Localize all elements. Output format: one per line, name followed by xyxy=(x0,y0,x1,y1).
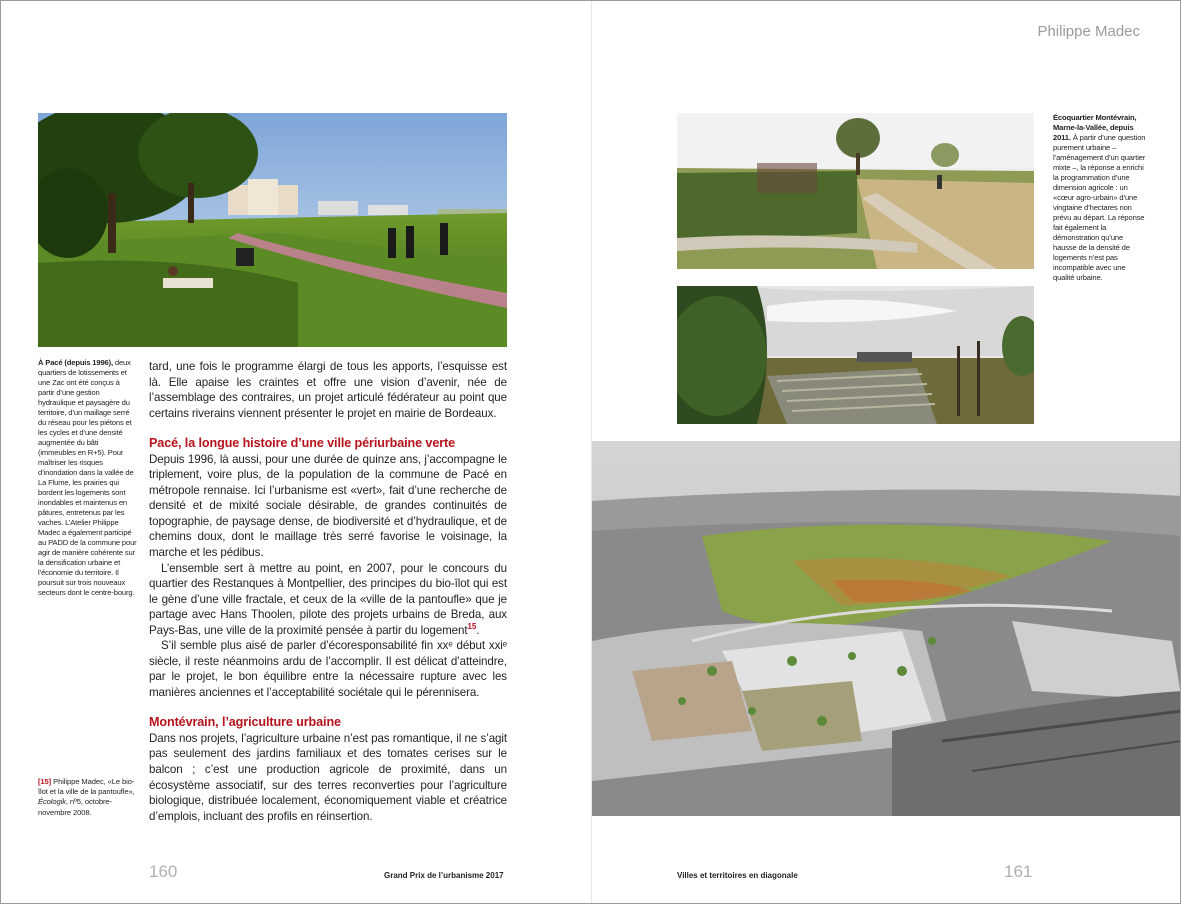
paragraph-restanques-end: . xyxy=(476,623,480,637)
caption-pace-title: À Pacé (depuis 1996), xyxy=(38,358,113,367)
publication-title-left: Grand Prix de l’urbanisme 2017 xyxy=(384,871,504,880)
caption-pace xyxy=(38,358,138,598)
footnote-15 xyxy=(38,777,138,818)
paragraph-ecoresponsabilite: S’il semble plus aisé de parler d’écoresponsabilité fin xxᵉ début xxiᵉ siècle, il reste néanmoins ardu de l’accomplir. Il est délicat d’atteindre, par le projet, le bon équilibre entre la nécessaire rupture avec les manières anciennes et l’acceptabilité sociétale qui le pérennisera. xyxy=(149,639,507,699)
caption-pace-text: deux quartiers de lotissements et une Zac ont été conçus à partir d’une gestion hydraulique et paysagère du territoire, d’un maillage serré du réseau pour les piétons et les cycles et d’une densité augmentée du bâti (immeubles en R+5). Pour maîtriser les risques d’inondation dans la vallée de La Flume, les prairies qui bordent les logements sont inondables et maintenus en pâtures, entretenus par les vaches. L’Atelier Philippe Madec a également participé au PADD de la commune pour agir de manière cohérente sur la densification urbaine et l’économie du territoire. Il poursuit sur trois nouveaux secteurs dont le centre-bourg. xyxy=(38,358,137,597)
footnote-marker[interactable]: 15 xyxy=(467,621,477,631)
article-body xyxy=(149,359,507,824)
paragraph-agriculture: Dans nos projets, l’agriculture urbaine n’est pas romantique, il ne s’agit pas seulement des jardins familiaux et des tomates cerises sur le balcon ; c’est une production agricole de proximité, dans un écosystème associatif, sur des terres reconverties pour l’agriculture biologique, distribuée localement, économiquement viable et créatrice d’emplois, incluant des profils en réinsertion. xyxy=(149,731,507,823)
paragraph-pace: Depuis 1996, là aussi, pour une durée de quinze ans, j’accompagne le triplement, voire plus, de la population de la commune de Pacé en métropole rennaise. Ici l’urbanisme est «vert», fait d’une recherche de densité et de mixité sociale désirable, de grandes continuités de topographie, de paysage dense, de biodiversité et d’hydraulique, et de chemins doux, dont le maillage très serré favorise le voisinage, la marche et les pédibus. xyxy=(149,452,507,559)
footnote-journal: Écologik xyxy=(38,797,66,807)
paragraph-restanques xyxy=(149,561,507,639)
photo-aerial-montevrain xyxy=(592,441,1181,816)
publication-title-right: Villes et territoires en diagonale xyxy=(677,871,798,880)
paragraph-intro: tard, une fois le programme élargi de tous les apports, l’esquisse est là. Elle apaise les craintes et offre une vision d’avenir, née de l’assemblage des contraires, un projet articulé fédérateur au point que certains riverains viennent présenter le projet en mairie de Bordeaux. xyxy=(149,360,507,420)
photo-montevrain-gardens xyxy=(677,113,1034,269)
footnote-text-a: Philippe Madec, «Le bio-îlot et la ville de la pantoufle», xyxy=(38,777,135,797)
paragraph-restanques-text: L’ensemble sert à mettre au point, en 2007, pour le concours du quartier des Restanques à Montpellier, des principes du bio-îlot qui est le gène d’une ville fractale, et ceux de la «ville de la pantoufle» que je partage avec Hans Thoolen, pilote des projets urbains de Breda, aux Pays-Bas, une ville de la proximité pensée à partir du logement xyxy=(149,561,507,637)
heading-montevrain: Montévrain, l’agriculture urbaine xyxy=(149,715,341,730)
footnote-text-b: , nº5, octobre-novembre 2008. xyxy=(38,797,112,817)
caption-montevrain-text: À partir d’une question purement urbaine – l’aménagement d’un quartier mixte –, la réponse a enrichi la programmation d’une dimension agricole : un «cœur agro-urbain» d’une vingtaine d’hectares non prévu au départ. La réponse fait également la démonstration qu’une hausse de la densité de logements n’est pas incompatible avec une qualité urbaine. xyxy=(1053,133,1146,282)
footnote-ref: [15] xyxy=(38,777,52,786)
running-header: Philippe Madec xyxy=(1037,23,1140,40)
page-number-left: 160 xyxy=(149,862,178,881)
caption-montevrain xyxy=(1053,113,1148,283)
heading-pace: Pacé, la longue histoire d’une ville périurbaine verte xyxy=(149,436,456,451)
photo-montevrain-field xyxy=(677,286,1034,424)
page-number-right: 161 xyxy=(1004,862,1033,881)
caption-montevrain-title: Écoquartier Montévrain, Marne-la-Vallée, depuis 2011. xyxy=(1053,113,1137,142)
photo-pace-park xyxy=(38,113,507,347)
